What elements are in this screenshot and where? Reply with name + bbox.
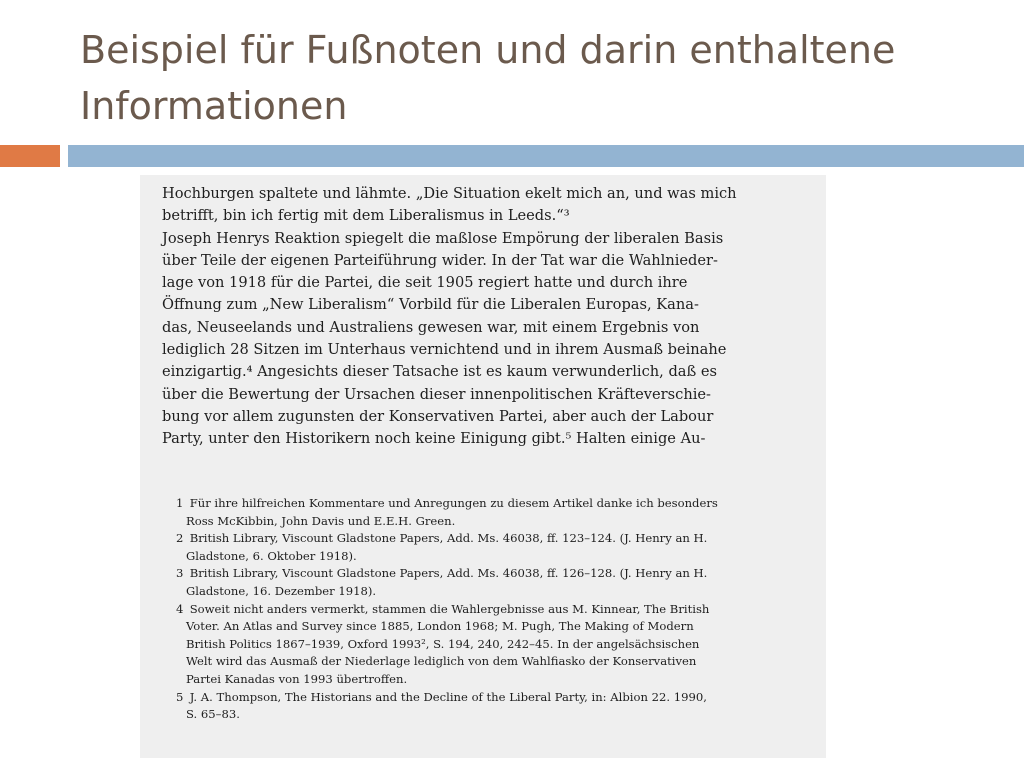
body-line: lage von 1918 für die Partei, die seit 1905 regiert hatte und durch ihre — [162, 274, 688, 292]
footnote-text: British Politics 1867–1939, Oxford 1993², S. 194, 240, 242–45. In der angelsächsischen — [186, 636, 700, 651]
footnote-text: Für ihre hilfreichen Kommentare und Anregungen zu diesem Artikel danke ich besonders — [189, 496, 718, 510]
footnote-4 — [176, 601, 806, 689]
footnote-2 — [176, 530, 806, 565]
footnotes — [176, 495, 806, 724]
scanned-page-image — [140, 175, 826, 758]
body-text — [162, 183, 802, 451]
footnote-text: S. 65–83. — [186, 707, 240, 722]
body-line: das, Neuseelands und Australiens gewesen war, mit einem Ergebnis von — [162, 318, 700, 336]
footnote-text: Gladstone, 16. Dezember 1918). — [186, 583, 377, 598]
body-line: Öffnung zum „New Liberalism“ Vorbild für die Liberalen Europas, Kana- — [162, 296, 699, 314]
body-line: lediglich 28 Sitzen im Unterhaus vernichtend und in ihrem Ausmaß beinahe — [162, 341, 727, 359]
slide-title: Beispiel für Fußnoten und darin enthaltene Informationen — [80, 28, 896, 128]
body-line: bung vor allem zugunsten der Konservativen Partei, aber auch der Labour — [162, 407, 714, 425]
body-line: Hochburgen spaltete und lähmte. „Die Situation ekelt mich an, und was mich — [162, 185, 737, 202]
body-line: Party, unter den Historikern noch keine Einigung gibt.⁵ Halten einige Au- — [162, 430, 706, 448]
footnote-5 — [176, 689, 806, 724]
footnote-3 — [176, 565, 806, 600]
footnote-number: 5 — [176, 689, 184, 704]
body-line: Joseph Henrys Reaktion spiegelt die maßlose Empörung der liberalen Basis — [162, 229, 724, 247]
footnote-text: British Library, Viscount Gladstone Papers, Add. Ms. 46038, ff. 126–128. (J. Henry an H. — [189, 566, 708, 581]
footnote-number: 3 — [176, 566, 184, 581]
footnote-text: Soweit nicht anders vermerkt, stammen die Wahlergebnisse aus M. Kinnear, The British — [189, 601, 710, 616]
body-line: über Teile der eigenen Parteiführung wider. In der Tat war die Wahlnieder- — [162, 251, 718, 269]
body-line: über die Bewertung der Ursachen dieser innenpolitischen Kräfteverschie- — [162, 385, 711, 403]
footnote-number: 4 — [176, 601, 184, 616]
footnote-text: Ross McKibbin, John Davis und E.E.H. Green. — [186, 513, 456, 528]
footnote-text: Welt wird das Ausmaß der Niederlage lediglich von dem Wahlfiasko der Konservativen — [186, 654, 697, 669]
footnote-text: Gladstone, 6. Oktober 1918). — [186, 548, 357, 563]
accent-bar-blue — [68, 145, 1024, 167]
footnote-text: J. A. Thompson, The Historians and the Decline of the Liberal Party, in: Albion 22. 1990, — [189, 689, 707, 704]
body-line: einzigartig.⁴ Angesichts dieser Tatsache ist es kaum verwunderlich, daß es — [162, 363, 717, 381]
accent-bar-orange — [0, 145, 60, 167]
footnote-text: Voter. An Atlas and Survey since 1885, London 1968; M. Pugh, The Making of Modern — [186, 619, 694, 634]
footnote-text: Partei Kanadas von 1993 übertroffen. — [186, 671, 408, 686]
footnote-number: 1 — [176, 496, 184, 510]
footnote-text: British Library, Viscount Gladstone Papers, Add. Ms. 46038, ff. 123–124. (J. Henry an H. — [189, 531, 708, 546]
footnote-1 — [176, 495, 806, 530]
footnote-number: 2 — [176, 531, 184, 546]
body-line: betrifft, bin ich fertig mit dem Liberalismus in Leeds.“³ — [162, 207, 570, 225]
